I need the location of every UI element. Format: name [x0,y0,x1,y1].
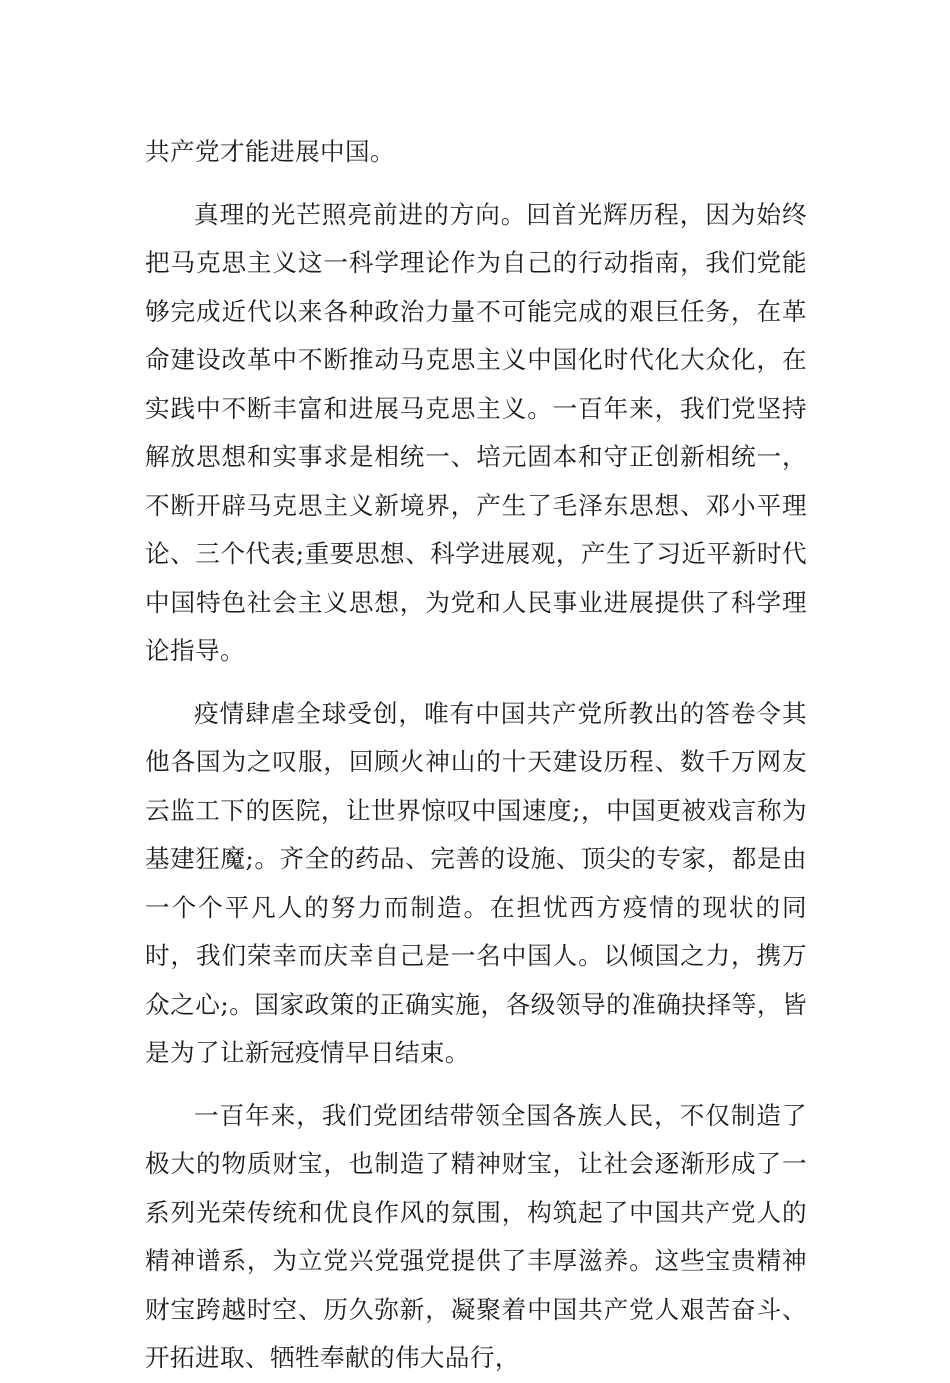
paragraph-epidemic: 疫情肆虐全球受创，唯有中国共产党所教出的答卷令其他各国为之叹服，回顾火神山的十天建设历程、数千万网友云监工下的医院，让世界惊叹中国速度;，中国更被戏言称为基建狂魔;。齐全的药品、完善的设施、顶尖的专家，都是由一个个平凡人的努力而制造。在担忧西方疫情的现状的同时，我们荣幸而庆幸自己是一名中国人。以倾国之力，携万众之心;。国家政策的正确实施，各级领导的准确抉择等，皆是为了让新冠疫情早日结束。 [145,698,807,1067]
paragraph-truth-light: 真理的光芒照亮前进的方向。回首光辉历程，因为始终把马克思主义这一科学理论作为自己的行动指南，我们党能够完成近代以来各种政治力量不可能完成的艰巨任务，在革命建设改革中不断推动马克思主义中国化时代化大众化，在实践中不断丰富和进展马克思主义。一百年来，我们党坚持解放思想和实事求是相统一、培元固本和守正创新相统一，不断开辟马克思主义新境界，产生了毛泽东思想、邓小平理论、三个代表;重要思想、科学进展观，产生了习近平新时代中国特色社会主义思想，为党和人民事业进展提供了科学理论指导。 [145,199,807,665]
paragraph-hundred-years: 一百年来，我们党团结带领全国各族人民，不仅制造了极大的物质财宝，也制造了精神财宝，让社会逐渐形成了一系列光荣传统和优良作风的氛围，构筑起了中国共产党人的精神谱系，为立党兴党强党提供了丰厚滋养。这些宝贵精神财宝跨越时空、历久弥新，凝聚着中国共产党人艰苦奋斗、开拓进取、牺牲奉献的伟大品行， [145,1100,807,1372]
document-body [145,128,807,1383]
paragraph-continuation: 共产党才能进展中国。 [145,137,395,166]
